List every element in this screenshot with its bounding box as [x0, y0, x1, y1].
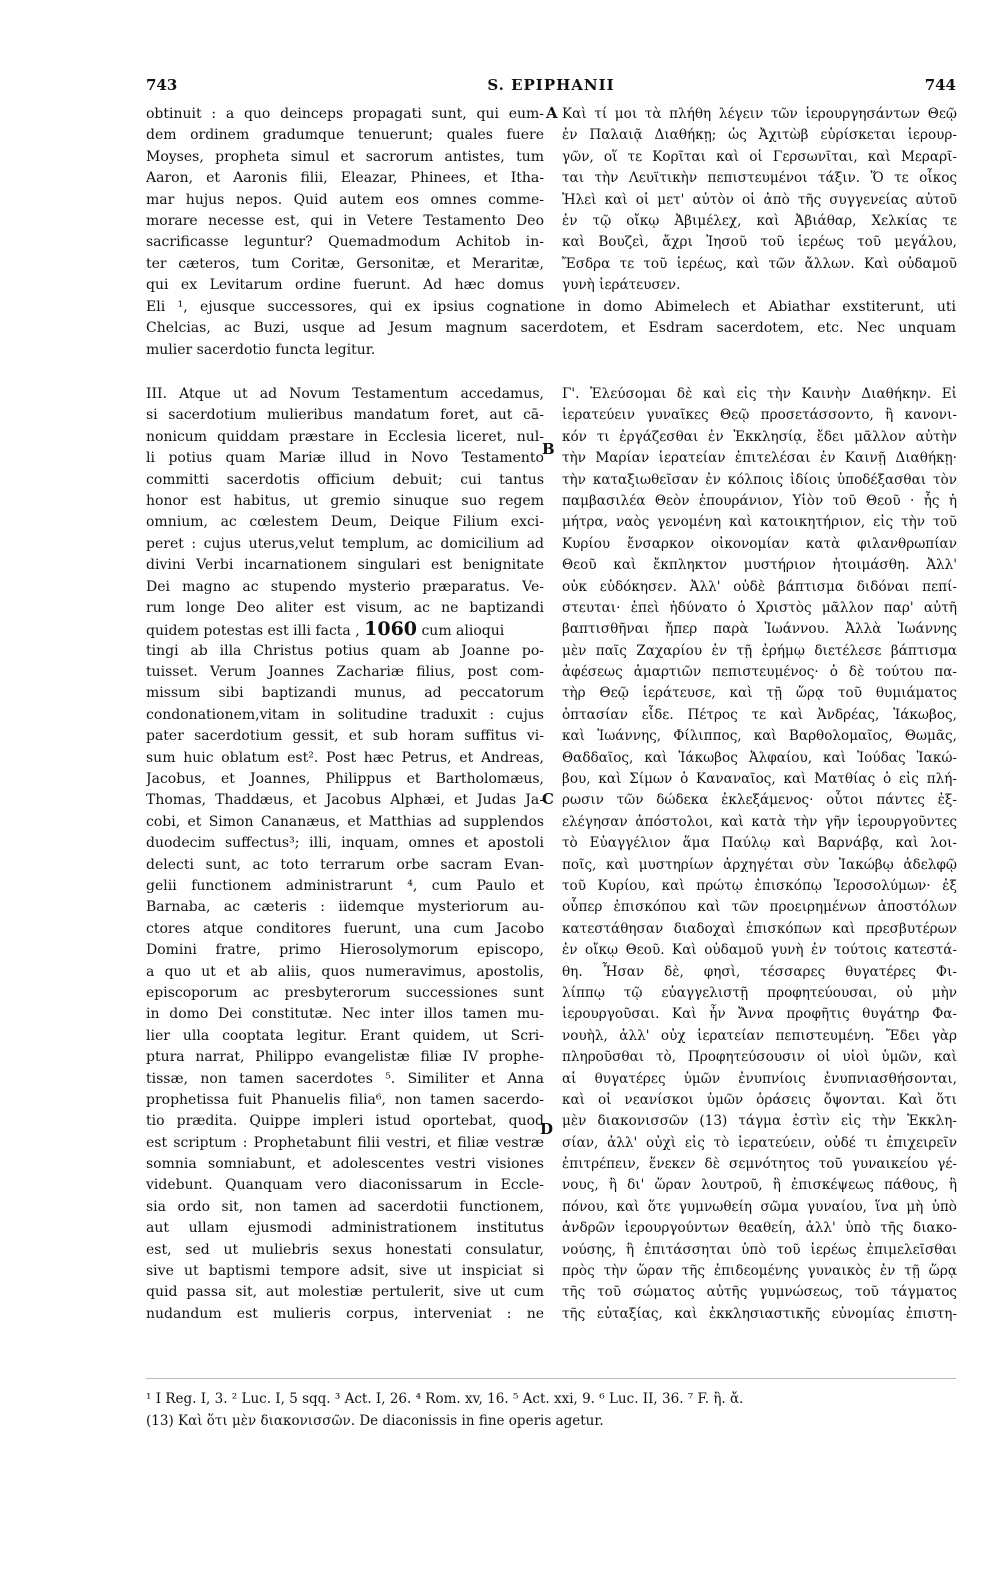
latin-text-line: lier ulla cooptata legitur. Erant quidem, ut Scri-	[146, 1027, 544, 1044]
latin-text-line: tingi ab illa Christus potius quam ab Joanne po-	[146, 642, 544, 659]
greek-text-line: Καὶ τί μοι τὰ πλήθη λέγειν τῶν ἱερουργησάντων Θεῷ	[562, 106, 957, 122]
latin-text-line: ter cæteros, tum Coritæ, Gersonitæ, et Meraritæ,	[146, 255, 544, 272]
footnote-line: ¹ I Reg. I, 3. ² Luc. I, 5 sqq. ³ Act. I, 26. ⁴ Rom. xv, 16. ⁵ Act. xxi, 9. ⁶ Luc. II, 36. ⁷ F. ἢ. ἄ.	[146, 1391, 744, 1407]
latin-text-line: mar hujus nepos. Quid autem eos omnes comme-	[146, 191, 544, 208]
latin-text-line: quid passa sit, aut molestiæ pertulerit, sive ut cum	[146, 1284, 544, 1301]
latin-text-line: pater sacerdotium gessit, et sub horam suffitus vi-	[146, 728, 544, 745]
greek-text-line: ἐν Παλαιᾷ Διαθήκῃ; ὡς Ἀχιτὼβ εὑρίσκεται ἱερουρ-	[562, 127, 957, 144]
latin-text-line: cobi, et Simon Cananæus, et Matthias ad supplendos	[146, 813, 544, 830]
section-marker-a: A	[546, 104, 558, 122]
latin-text-line: sia ordo sit, non tamen ad sacerdotii functionem,	[146, 1198, 544, 1215]
latin-text-line: rum longe Deo aliter est visum, ac ne baptizandi	[146, 599, 544, 616]
greek-text-line: ὀπτασίαν εἶδε. Πέτρος τε καὶ Ἀνδρέας, Ἰάκωβος,	[562, 706, 957, 723]
latin-column-top	[146, 104, 544, 297]
greek-text-line: θη. Ἦσαν δὲ, φησὶ, τέσσαρες θυγατέρες Φι-	[562, 963, 957, 980]
latin-text-line: Dei magno ac stupendo mysterio præparatus. Ve-	[146, 578, 544, 595]
column-number: 1060	[364, 619, 418, 641]
latin-text-line: Barnaba, ac cæteris : iidemque mysteriorum au-	[146, 899, 544, 916]
latin-text-line: Moyses, propheta simul et sacrorum antistes, tum	[146, 148, 544, 165]
greek-column-main	[562, 384, 957, 1325]
greek-text-line: μὲν διακονισσῶν (13) τάγμα ἐστὶν εἰς τὴν Ἐκκλη-	[562, 1113, 957, 1130]
latin-text-line: condonationem,vitam in solitudine traduxit : cujus	[146, 706, 544, 723]
latin-column-main	[146, 384, 544, 1325]
greek-text-line: παμβασιλέα Θεὸν ἐπουράνιον, Υἱὸν τοῦ Θεοῦ · ἧς ἡ	[562, 492, 957, 509]
latin-text-line: dem ordinem gradumque tenuerunt; quales fuere	[146, 127, 544, 144]
latin-text-line: sacrificasse leguntur? Quemadmodum Achitob in-	[146, 234, 544, 251]
greek-text-line: τὴν καταξιωθεῖσαν ἐν κόλποις ἰδίοις ὑποδέξασθαι τὸν	[562, 471, 957, 488]
greek-text-line: γυνὴ ἱεράτευσεν.	[562, 277, 681, 294]
greek-text-line: μήτρα, ναὸς γενομένη καὶ κατοικητήριον, εἰς τὴν τοῦ	[562, 514, 957, 531]
latin-full-width-paragraph	[146, 297, 956, 361]
greek-text-line: κατεστάθησαν διαδοχαὶ ἐπισκόπων καὶ πρεσβυτέρων	[562, 920, 957, 937]
latin-text-line: Domini fratre, primo Hierosolymorum episcopo,	[146, 942, 544, 959]
greek-text-line: τῆς τοῦ σώματος αὐτῆς γυμνώσεως, τοῦ τάγματος	[562, 1284, 957, 1301]
greek-text-line: ται τὴν Λευϊτικὴν πεπιστευμένοι τάξιν. Ὅ τε οἶκος	[562, 170, 957, 187]
greek-text-line: ἀφέσεως ἁμαρτιῶν πεπιστευμένος· ὁ δὲ τούτου πα-	[562, 664, 957, 681]
greek-text-line: ἐν οἴκῳ Θεοῦ. Καὶ οὐδαμοῦ γυνὴ ἐν τούτοις κατεστά-	[562, 942, 957, 959]
page-number-left: 743	[146, 76, 178, 94]
greek-text-line: αἱ θυγατέρες ὑμῶν ἐνυπνίοις ἐνυπνιασθήσονται,	[562, 1070, 957, 1087]
latin-text-line: peret : cujus uterus,velut templum, ac domicilium ad	[146, 535, 544, 552]
greek-text-line: γῶν, οἵ τε Κορῖται καὶ οἱ Γερσωνῖται, καὶ Μεραρῖ-	[562, 148, 957, 165]
greek-text-line: ελέγησαν ἀπόστολοι, καὶ κατὰ τὴν γῆν ἱερουργοῦντες	[562, 813, 957, 830]
footnotes	[146, 1388, 956, 1432]
latin-text-line: divini Verbi incarnationem singulari est benignitate	[146, 557, 544, 574]
greek-text-line: Θεοῦ καὶ ἔκπληκτον μυστήριον ἡτοιμάσθη. Ἀλλ'	[562, 557, 957, 574]
greek-text-line: στευται· ἐπεὶ ἠδύνατο ὁ Χριστὸς μᾶλλον παρ' αὐτῆ	[562, 599, 957, 616]
latin-text-line: li potius quam Mariæ illud in Novo Testamento	[146, 450, 544, 467]
running-title: S. EPIPHANII	[487, 76, 615, 94]
latin-text-line: tuisset. Verum Joannes Zachariæ filius, post com-	[146, 664, 544, 681]
greek-text-line: Θαδδαῖος, καὶ Ἰάκωβος Ἀλφαίου, καὶ Ἰούδας Ἰακώ-	[562, 749, 957, 766]
greek-text-line: τὴρ Θεῷ ἱεράτευσε, καὶ τῇ ὥρᾳ τοῦ θυμιάματος	[562, 685, 957, 702]
latin-text-line: si sacerdotium mulieribus mandatum foret, aut cā-	[146, 407, 544, 424]
latin-text-line: Jacobus, et Joannes, Philippus et Bartholomæus,	[146, 771, 544, 788]
latin-text-line: aut ullam ejusmodi administrationem institutus	[146, 1220, 544, 1237]
greek-text-line: ἀνδρῶν ἱερουργούντων θεαθείη, ἀλλ' ὑπὸ τῆς διακο-	[562, 1220, 957, 1237]
latin-text-line: somnia somniabunt, et adolescentes vestri visiones	[146, 1156, 544, 1173]
greek-text-line: Γ'. Ἐλεύσομαι δὲ καὶ εἰς τὴν Καινὴν Διαθήκην. Εἰ	[562, 386, 957, 402]
latin-text-fragment: quidem potestas est illi facta ,	[146, 623, 365, 640]
footnote-divider	[146, 1378, 956, 1379]
greek-text-line: ρωσιν τῶν δώδεκα ἐκλεξάμενος· οὗτοι πάντες ἐξ-	[562, 792, 957, 809]
latin-text-line: sive ut baptismi tempore adsit, sive ut inspiciat si	[146, 1263, 544, 1280]
greek-text-line: καὶ οἱ νεανίσκοι ὑμῶν ὁράσεις ὄψονται. Καὶ ὅτι	[562, 1091, 957, 1108]
latin-text-line: prophetissa fuit Phanuelis filia⁶, non tamen sacerdo-	[146, 1091, 544, 1108]
greek-text-line: νους, ἢ δι' ὥραν λουτροῦ, ἢ ἐπισκέψεως πάθους, ἢ	[562, 1177, 957, 1194]
latin-text-fragment: cum alioqui	[417, 623, 505, 640]
greek-column-top	[562, 104, 957, 297]
greek-text-line: Ἔσδρα τε τοῦ ἱερέως, καὶ τῶν ἄλλων. Καὶ οὐδαμοῦ	[562, 255, 957, 272]
latin-text-line: a quo ut et ab aliis, quos numeravimus, apostolis,	[146, 963, 544, 980]
latin-text-line: missum sibi baptizandi munus, ad peccatorum	[146, 685, 544, 702]
latin-text-line: in domo Dei constitutæ. Nec inter illos tamen mu-	[146, 1006, 544, 1023]
latin-text-line: nonicum quiddam præstare in Ecclesia liceret, nul-	[146, 428, 544, 445]
greek-text-line: καὶ Βουζεὶ, ἄχρι Ἰησοῦ τοῦ ἱερέως τοῦ μεγάλου,	[562, 234, 957, 251]
greek-text-line: λίππῳ τῷ εὐαγγελιστῇ προφητεύουσαι, οὐ μὴν	[562, 984, 957, 1001]
latin-text-line: nudandum est mulieris corpus, interveniat : ne	[146, 1305, 544, 1322]
footnote-line: (13) Καὶ ὅτι μὲν διακονισσῶν. De diaconissis in fine operis agetur.	[146, 1413, 604, 1429]
greek-text-line: μὲν παῖς Ζαχαρίου ἐν τῇ ἐρήμῳ διετέλεσε βάπτισμα	[562, 642, 957, 659]
section-marker-b: B	[542, 440, 555, 458]
greek-text-line: καὶ Ἰωάννης, Φίλιππος, καὶ Βαρθολομαῖος, Θωμᾶς,	[562, 728, 957, 745]
greek-text-line: τὸ Εὐαγγέλιον ἅμα Παύλῳ καὶ Βαρνάβᾳ, καὶ λοι-	[562, 835, 957, 852]
latin-text-line	[146, 619, 544, 640]
latin-text-line: sum huic oblatum est². Post hæc Petrus, et Andreas,	[146, 749, 544, 766]
running-header	[146, 76, 956, 98]
section-marker-d: D	[540, 1120, 554, 1138]
greek-text-line: ἱερουργοῦσαι. Καὶ ἦν Ἄννα προφῆτις θυγάτηρ Φα-	[562, 1006, 957, 1023]
latin-text-line: committi sacerdotis officium debuit; cui tantus	[146, 471, 544, 488]
latin-text-line: mulier sacerdotio functa legitur.	[146, 341, 376, 358]
latin-text-line: obtinuit : a quo deinceps propagati sunt, qui eum-	[146, 106, 544, 122]
greek-text-line: νουὴλ, ἀλλ' οὐχ ἱερατείαν πεπιστευμένη. Ἔδει γὰρ	[562, 1027, 957, 1044]
latin-text-line: omnium, ac cœlestem Deum, Deique Filium exci-	[146, 514, 544, 531]
greek-text-line: πρὸς τὴν ὥραν τῆς ἐπιδεομένης γυναικὸς ἐν τῇ ὥρᾳ	[562, 1263, 957, 1280]
greek-text-line: σίαν, ἀλλ' οὐχὶ εἰς τὸ ἱερατεύειν, οὐδέ τι ἐπιχειρεῖν	[562, 1134, 957, 1151]
greek-text-line: Ἠλεὶ καὶ οἱ μετ' αὐτὸν οἱ ἀπὸ τῆς συγγενείας αὐτοῦ	[562, 191, 957, 208]
greek-text-line: βου, καὶ Σίμων ὁ Καναναῖος, καὶ Ματθίας ὁ εἰς πλή-	[562, 771, 957, 788]
greek-text-line: ἐπιτρέπειν, ἕνεκεν δὲ σεμνότητος τοῦ γυναικείου γέ-	[562, 1156, 957, 1173]
greek-text-line: τοῦ Κυρίου, καὶ πρώτῳ ἐπισκόπῳ Ἱεροσολύμων· ἐξ	[562, 877, 957, 894]
section-marker-c: C	[542, 790, 554, 808]
latin-text-line: Thomas, Thaddæus, et Jacobus Alphæi, et Judas Ja-	[146, 792, 544, 809]
latin-text-line: Chelcias, ac Buzi, usque ad Jesum magnum sacerdotem, et Esdram sacerdotem, etc. Nec unquam	[146, 320, 956, 337]
latin-text-line: Aaron, et Aaronis filii, Eleazar, Phinees, et Itha-	[146, 170, 544, 187]
greek-text-line: κόν τι ἐργάζεσθαι ἐν Ἐκκλησίᾳ, ἔδει μᾶλλον αὐτὴν	[562, 428, 957, 445]
latin-text-line: Eli ¹, ejusque successores, qui ex ipsius cognatione in domo Abimelech et Abiathar exstiterunt, uti	[146, 299, 956, 315]
latin-text-line: episcoporum ac presbyterorum successiones sunt	[146, 984, 544, 1001]
latin-text-line: tissæ, non tamen sacerdotes ⁵. Similiter et Anna	[146, 1070, 544, 1087]
greek-text-line: Κυρίου ἔνσαρκον οἰκονομίαν κατὰ φιλανθρωπίαν	[562, 535, 957, 552]
latin-text-line: ctores atque conditores fuerunt, una cum Jacobo	[146, 920, 544, 937]
greek-text-line: τῆς εὐταξίας, καὶ ἐκκλησιαστικῆς εὐνομίας ἐπιστη-	[562, 1305, 957, 1322]
latin-text-line: gelii functionem administrarunt ⁴, cum Paulo et	[146, 877, 544, 894]
greek-text-line: ποῖς, καὶ μυστηρίων ἀρχηγέται σὺν Ἰακώβῳ ἀδελφῷ	[562, 856, 957, 873]
latin-text-line: tio prædita. Quippe impleri istud oportebat, quod	[146, 1113, 544, 1130]
greek-text-line: πληροῦσθαι τὸ, Προφητεύσουσιν οἱ υἱοὶ ὑμῶν, καὶ	[562, 1049, 957, 1066]
greek-text-line: βαπτισθῆναι ἤπερ παρὰ Ἰωάννου. Ἀλλὰ Ἰωάννης	[562, 621, 957, 638]
latin-text-line: delecti sunt, ac toto terrarum orbe sacram Evan-	[146, 856, 544, 873]
page-number-right: 744	[924, 76, 956, 94]
greek-text-line: οὐκ εὐδόκησεν. Ἀλλ' οὐδὲ βάπτισμα διδόναι πεπί-	[562, 578, 957, 595]
latin-text-line: ptura narrat, Philippo evangelistæ filiæ IV prophe-	[146, 1049, 544, 1066]
latin-text-line: est, sed ut muliebris sexus honestati consulatur,	[146, 1241, 544, 1258]
greek-text-line: νούσης, ἣ ἐπιτάσσηται ὑπὸ τοῦ ἱερέως ἐπιμελεῖσθαι	[562, 1241, 957, 1258]
latin-text-line: videbunt. Quanquam vero diaconissarum in Eccle-	[146, 1177, 544, 1194]
latin-text-line: III. Atque ut ad Novum Testamentum accedamus,	[146, 386, 544, 402]
greek-text-line: ἐν τῷ οἴκῳ Ἀβιμέλεχ, καὶ Ἀβιάθαρ, Χελκίας τε	[562, 212, 957, 229]
latin-text-line: duodecim suffectus³; illi, inquam, omnes et apostoli	[146, 835, 544, 852]
latin-text-line: est scriptum : Prophetabunt filii vestri, et filiæ vestræ	[146, 1134, 544, 1151]
greek-text-line: τὴν Μαρίαν ἱερατείαν ἐπιτελέσαι ἐν Καινῇ Διαθήκῃ·	[562, 450, 957, 467]
latin-text-line: morare necesse est, qui in Vetere Testamento Deo	[146, 212, 544, 229]
latin-text-line: qui ex Levitarum ordine fuerunt. Ad hæc domus	[146, 277, 544, 294]
greek-text-line: πόνου, καὶ ὅτε γυμνωθείη σῶμα γυναίου, ἵνα μὴ ὑπὸ	[562, 1198, 957, 1215]
latin-text-line: honor est habitus, ut gremio sinuque suo regem	[146, 492, 544, 509]
greek-text-line: οὗπερ ἐπισκόπου καὶ τῶν προειρημένων ἀποστόλων	[562, 899, 957, 916]
greek-text-line: ἱερατεύειν γυναῖκες Θεῷ προσετάσσοντο, ἢ κανονι-	[562, 407, 957, 424]
